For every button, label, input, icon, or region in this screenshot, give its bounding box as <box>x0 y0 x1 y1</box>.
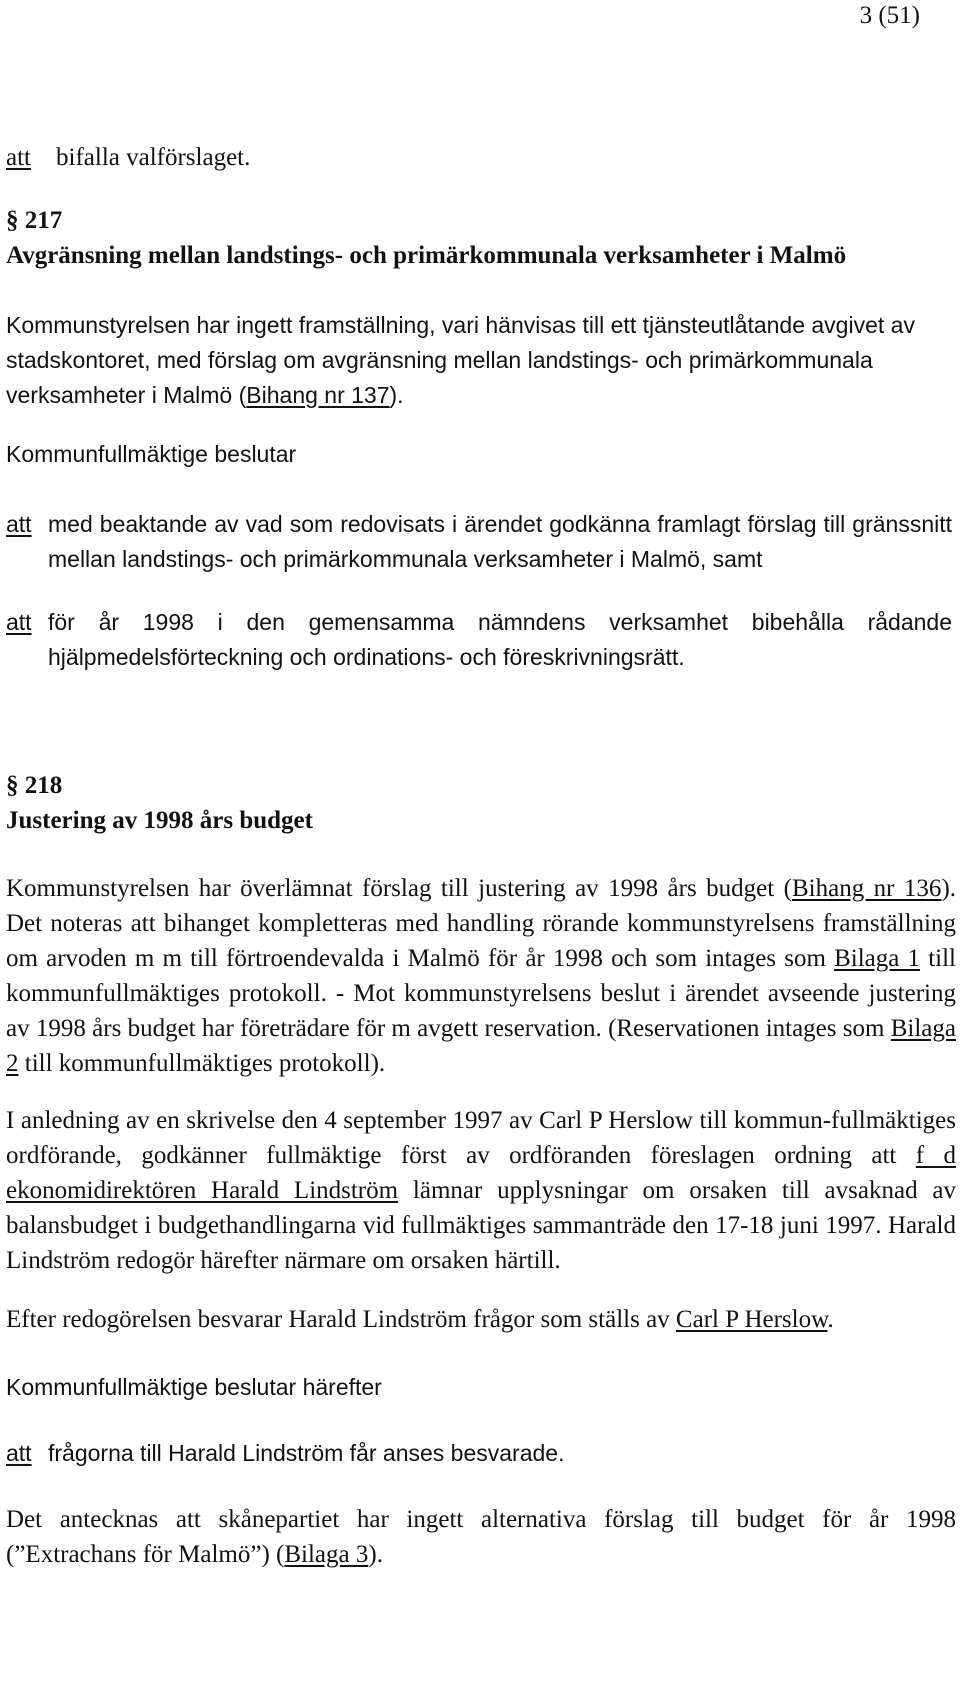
section-217-title: Avgränsning mellan landstings- och primärkommunala verksamheter i Malmö <box>6 242 847 269</box>
section-218-paragraph-1: Kommunstyrelsen har överlämnat förslag till justering av 1998 års budget (Bihang nr 136). Det noteras att bihanget kompletteras med handling rörande kommunstyrelsens framställning om arvoden m m till förtroendevalda i Malmö för år 1998 och som intages som Bilaga 1 till kommunfullmäktiges protokoll. - Mot kommunstyrelsens beslut i ärendet avseende justering av 1998 års budget har företrädare för m avgett reservation. (Reservationen intages som Bilaga 2 till kommunfullmäktiges protokoll). <box>6 875 957 1077</box>
bilaga-3-link[interactable]: Bilaga 3 <box>284 1541 369 1568</box>
section-218-title: Justering av 1998 års budget <box>6 807 313 834</box>
section-218-number: § 218 <box>6 772 63 799</box>
carl-herslow-link[interactable]: Carl P Herslow <box>675 1306 828 1333</box>
section-218-paragraph-3: Efter redogörelsen besvarar Harald Lindström frågor som ställs av Carl P Herslow. <box>6 1306 834 1333</box>
item-text: med beaktande av vad som redovisats i ärendet godkänna framlagt förslag till gränssnitt mellan landstings- och primärkommunala verksamheter i Malmö, samt <box>48 511 952 572</box>
section-218-paragraph-4: Det antecknas att skånepartiet har ingett alternativa förslag till budget för år 1998 (”Extrachans för Malmö”) (Bilaga 3). <box>6 1506 956 1568</box>
att-label: att <box>6 511 32 537</box>
bilaga-2-link[interactable]: Bilaga 2 <box>6 1015 956 1077</box>
att-label: att <box>6 609 32 635</box>
bilaga-1-link[interactable]: Bilaga 1 <box>834 945 921 972</box>
bihang-136-link[interactable]: Bihang nr 136 <box>791 875 942 902</box>
intro-text: bifalla valförslaget. <box>56 144 251 171</box>
att-label: att <box>6 1440 32 1466</box>
item-text: för år 1998 i den gemensamma nämndens verksamhet bibehålla rådande hjälpmedelsförteckning och ordinations- och föreskrivningsrätt. <box>48 609 952 670</box>
section-217-paragraph: Kommunstyrelsen har ingett framställning, vari hänvisas till ett tjänsteutlåtande avgivet av stadskontoret, med förslag om avgränsning mellan landstings- och primärkommunala verksamheter i Malmö (Bihang nr 137). <box>6 312 915 408</box>
section-217-decision-heading: Kommunfullmäktige beslutar <box>6 441 297 467</box>
harald-lindstrom-link[interactable]: f d ekonomidirektören Harald Lindström <box>6 1142 956 1204</box>
section-218-decision-heading: Kommunfullmäktige beslutar härefter <box>6 1374 382 1400</box>
intro-item <box>6 140 952 175</box>
section-217-item-2 <box>6 605 952 675</box>
section-217-number: § 217 <box>6 207 63 234</box>
bihang-137-link[interactable]: Bihang nr 137 <box>246 382 390 408</box>
section-217-item-1 <box>6 507 952 577</box>
section-218-paragraph-2: I anledning av en skrivelse den 4 september 1997 av Carl P Herslow till kommun-fullmäktiges ordförande, godkänner fullmäktige först av ordföranden föreslagen ordning att f d ekonomidirektören Harald Lindström lämnar upplysningar om orsaken till avsaknad av balansbudget i budgethandlingarna vid fullmäktiges sammanträde den 17-18 juni 1997. Harald Lindström redogör härefter närmare om orsaken härtill. <box>6 1107 957 1274</box>
section-218-item <box>6 1436 952 1471</box>
page-number: 3 (51) <box>859 2 920 29</box>
item-text: frågorna till Harald Lindström får anses besvarade. <box>48 1440 565 1466</box>
att-label: att <box>6 144 31 171</box>
